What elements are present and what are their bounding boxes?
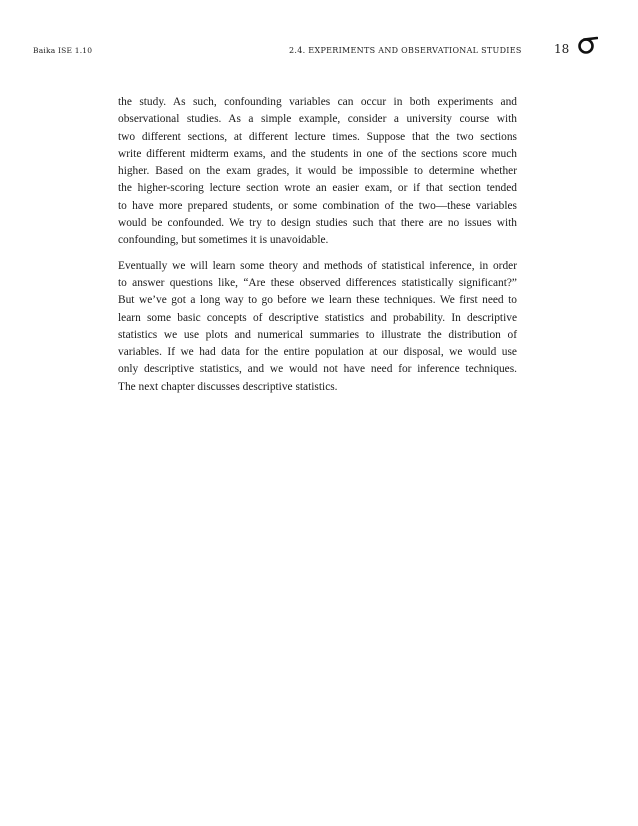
page-number: 18 <box>554 42 570 56</box>
text-line: observational studies. As a simple example, consider a university course with <box>118 113 517 126</box>
text-line: the study. As such, confounding variables can occur in both experiments and <box>118 96 517 108</box>
text-line: Eventually we will learn some theory and methods of statistical inference, in order <box>118 259 517 272</box>
text-line: to have more prepared students, or some combination of the two—these variables <box>118 199 517 212</box>
text-line: confounding, but sometimes it is unavoidable. <box>118 234 329 247</box>
text-line: the higher-scoring lecture section wrote an easier exam, or if that section tended <box>118 182 517 195</box>
text-line: higher. Based on the exam grades, it would be impossible to determine whether <box>118 165 517 178</box>
running-header-left: Baika ISE 1.10 <box>33 46 93 55</box>
paragraph-2 <box>118 258 517 396</box>
text-line: statistics we use plots and numerical summaries to illustrate the distribution of <box>118 328 517 341</box>
running-header-section-title: 2.4. EXPERIMENTS AND OBSERVATIONAL STUDIES <box>289 46 522 55</box>
paragraph-1 <box>118 94 517 250</box>
text-line: would be confounded. We try to design studies such that there are no issues with <box>118 217 517 230</box>
text-line: But we’ve got a long way to go before we learn these techniques. We first need to <box>118 294 517 307</box>
sigma-icon <box>576 33 598 55</box>
text-line: only descriptive statistics, and we would not have need for inference techniques. <box>118 363 517 376</box>
text-line: The next chapter discusses descriptive statistics. <box>118 380 338 393</box>
body-text <box>118 94 517 404</box>
text-line: two different sections, at different lecture times. Suppose that the two sections <box>118 130 517 143</box>
text-line: to answer questions like, “Are these observed differences statistically significant?” <box>118 276 517 289</box>
text-line: variables. If we had data for the entire population at our disposal, we would use <box>118 346 517 359</box>
text-line: learn some basic concepts of descriptive statistics and probability. In descriptive <box>118 311 517 324</box>
text-line: write different midterm exams, and the students in one of the sections score much <box>118 147 517 160</box>
